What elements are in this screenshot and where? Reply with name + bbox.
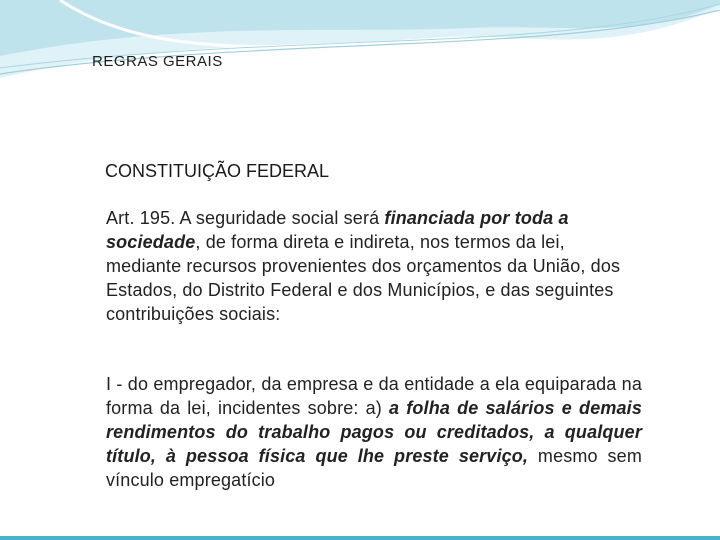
bottom-accent-rule bbox=[0, 536, 720, 540]
clause-emphasis: a folha de salários e demais rendimentos do trabalho pagos ou creditados, a qualquer título, à pessoa física que lhe preste serviço, bbox=[106, 398, 642, 466]
clause-paragraph bbox=[106, 372, 642, 492]
section-heading: CONSTITUIÇÃO FEDERAL bbox=[105, 161, 330, 181]
slide-title: REGRAS GERAIS bbox=[92, 53, 223, 70]
article-text-end: , de forma direta e indireta, nos termos da lei, mediante recursos provenientes dos orçamentos da União, dos Estados, do Distrito Federal e dos Municípios, e das seguintes contribuições sociais: bbox=[106, 232, 621, 324]
article-emphasis: financiada por toda a sociedade bbox=[106, 208, 569, 252]
header-wave-decoration bbox=[0, 0, 720, 90]
clause-text-end: mesmo sem vínculo empregatício bbox=[106, 446, 642, 490]
article-paragraph bbox=[106, 206, 642, 326]
article-text-start: Art. 195. A seguridade social será bbox=[106, 208, 385, 228]
clause-text-start: I - do empregador, da empresa e da entidade a ela equiparada na forma da lei, incidentes sobre: a) bbox=[106, 374, 642, 418]
